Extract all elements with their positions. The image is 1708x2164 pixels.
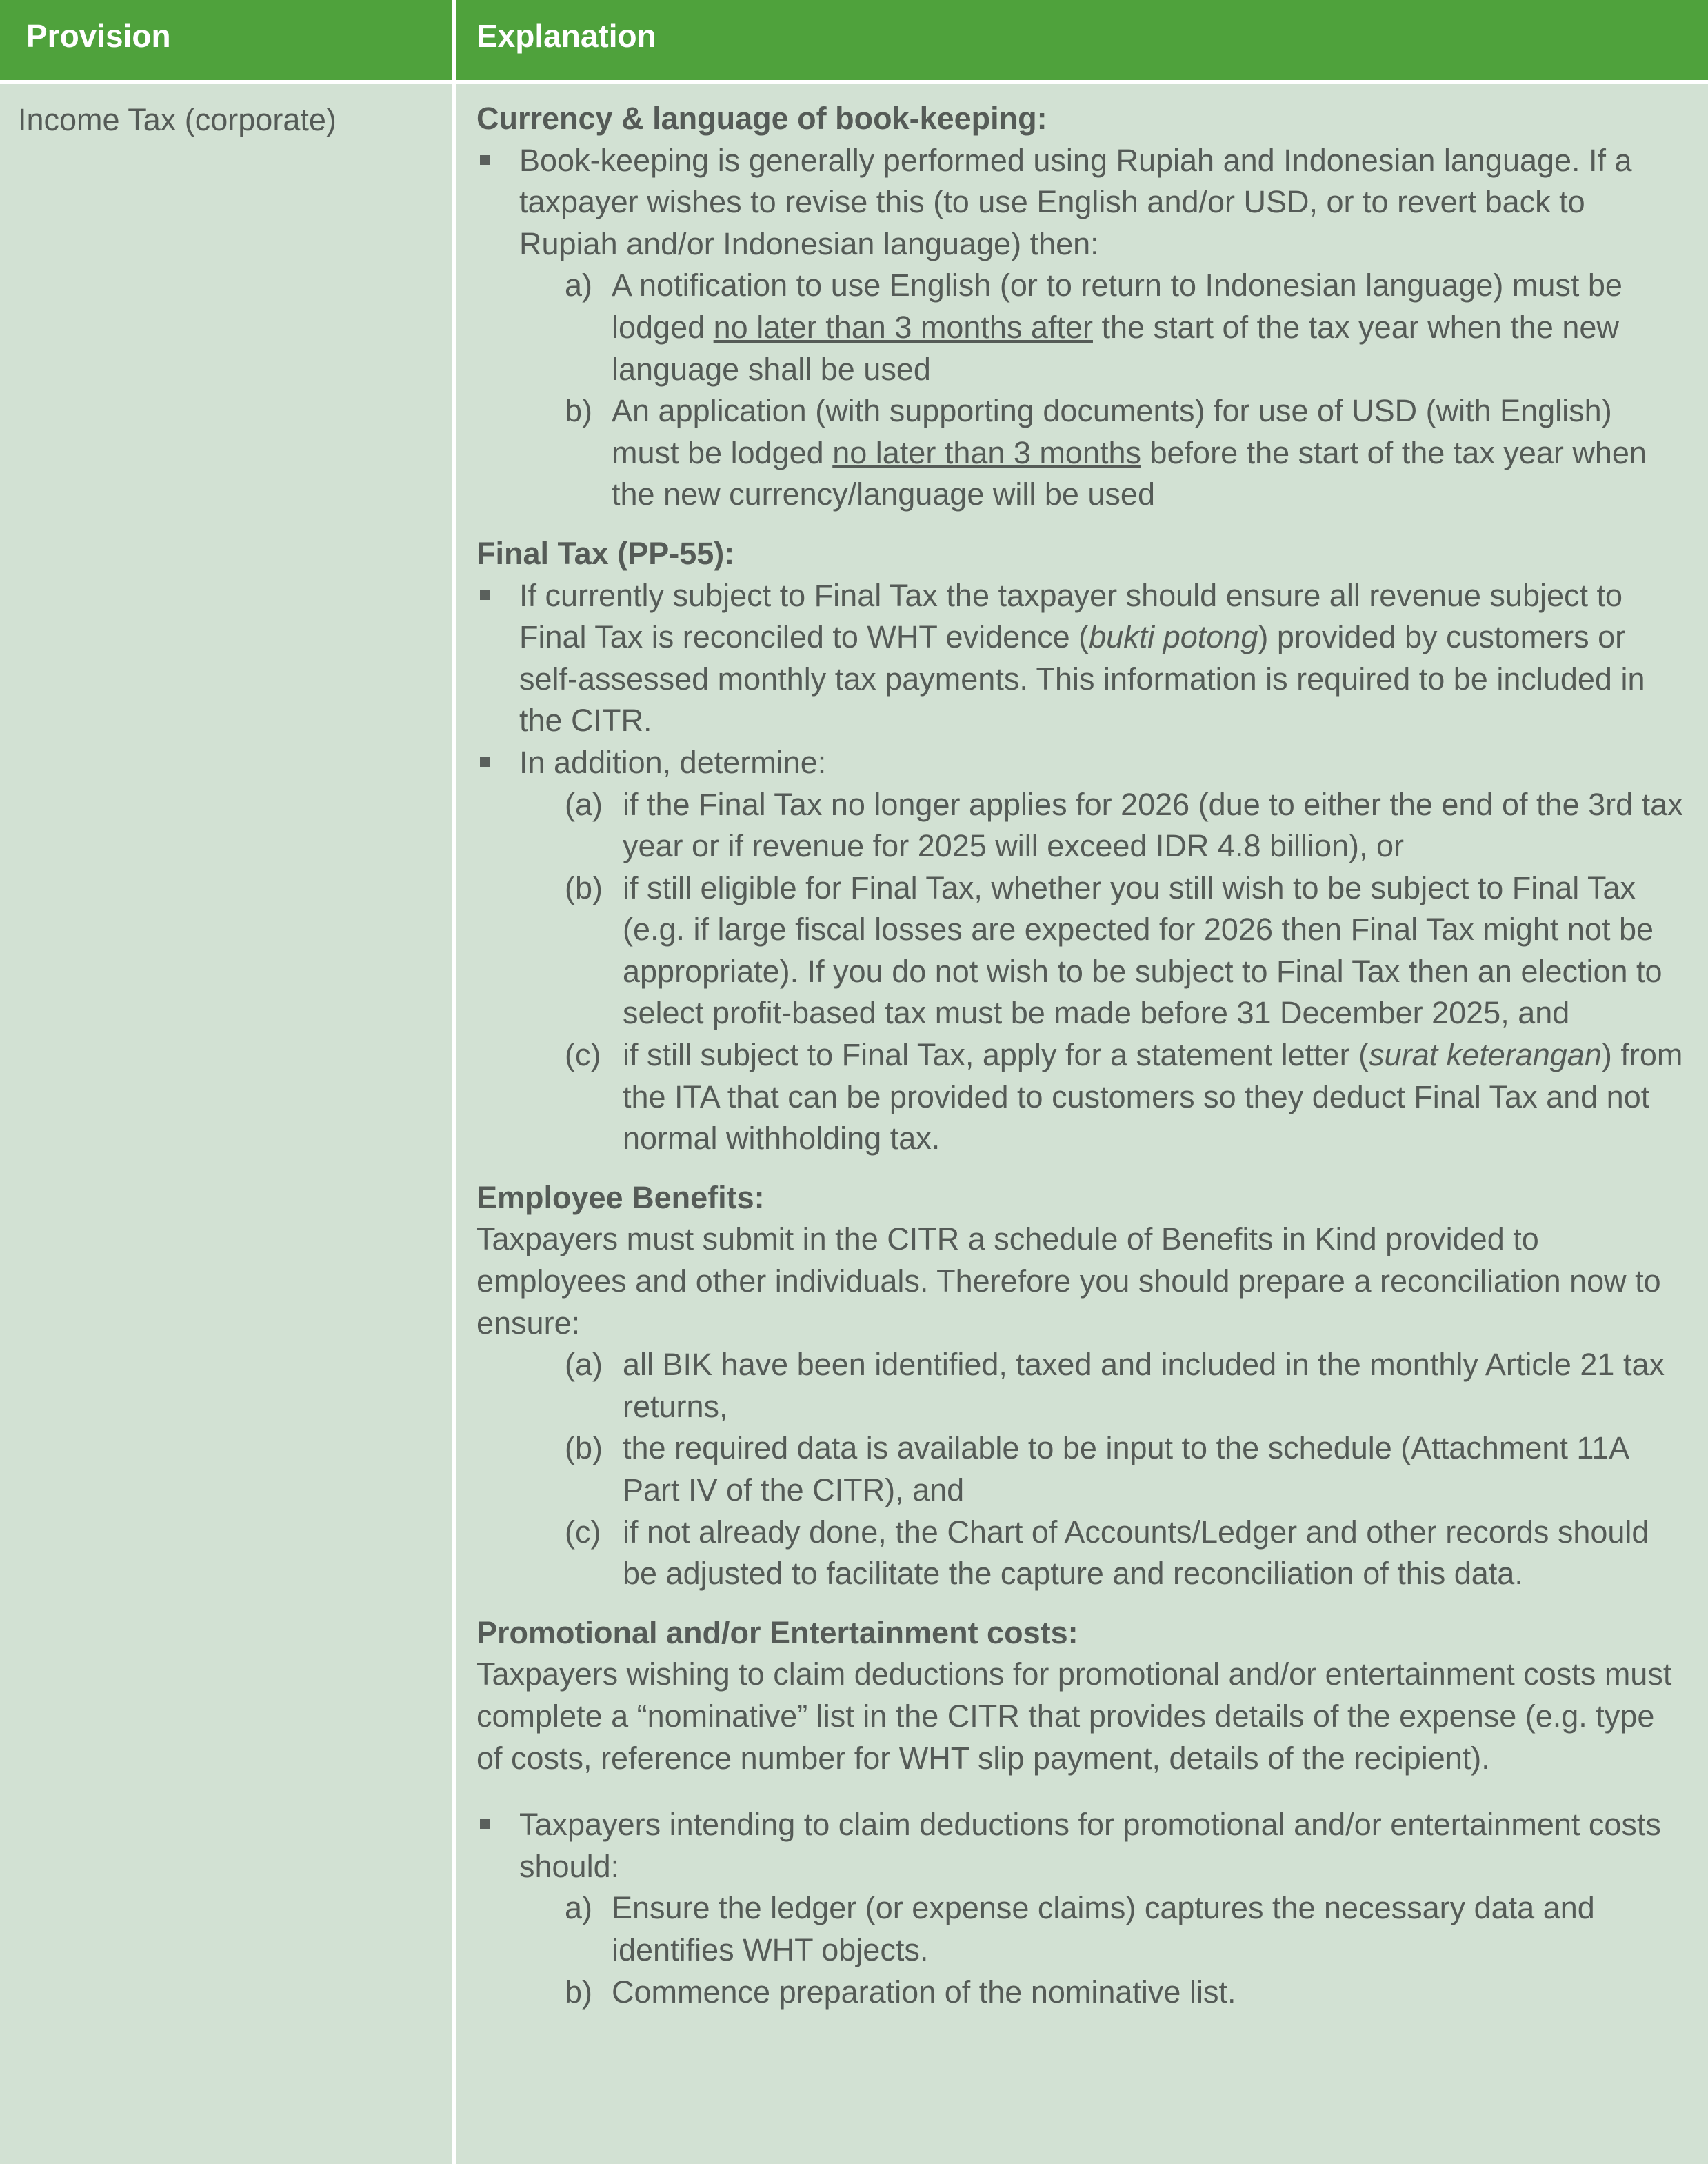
bullet-item	[476, 1804, 1687, 1887]
section-promotional	[476, 1612, 1687, 2013]
sub-item-a	[476, 1887, 1687, 1971]
sub-label: (c)	[565, 1037, 601, 1073]
bullet-text: Book-keeping is generally performed using Rupiah and Indonesian language. If a taxpayer wishes to revise this (to use English and/or USD, or to revert back to Rupiah and/or Indonesian language) then:	[519, 142, 1632, 261]
provision-text: Income Tax (corporate)	[18, 102, 336, 137]
square-bullet-icon	[480, 155, 490, 165]
section-title: Currency & language of book-keeping:	[476, 101, 1047, 136]
sub-text: if still subject to Final Tax, apply for a statement letter (surat keterangan) from the ITA that can be provided to customers so they deduct Final Tax and not normal withholding tax.	[623, 1037, 1683, 1156]
sub-item-a	[476, 265, 1687, 390]
section-text: Taxpayers must submit in the CITR a schedule of Benefits in Kind provided to employees and other individuals. Therefore you should prepare a reconciliation now to ensure:	[476, 1221, 1661, 1341]
square-bullet-icon	[480, 1819, 490, 1829]
section-currency	[476, 98, 1687, 516]
bullet-item	[476, 742, 1687, 784]
explanation-cell	[456, 84, 1708, 2164]
sub-text: the required data is available to be input to the schedule (Attachment 11A Part IV of the CITR), and	[623, 1430, 1628, 1507]
sub-text: A notification to use English (or to return to Indonesian language) must be lodged no later than 3 months after the start of the tax year when the new language shall be used	[612, 268, 1622, 387]
bullet-text: Taxpayers intending to claim deductions for promotional and/or entertainment costs should:	[519, 1807, 1661, 1884]
section-title: Employee Benefits:	[476, 1179, 765, 1215]
bullet-item	[476, 575, 1687, 742]
sub-text: if the Final Tax no longer applies for 2026 (due to either the end of the 3rd tax year or if revenue for 2025 will exceed IDR 4.8 billion), or	[623, 786, 1683, 864]
provision-cell	[0, 84, 452, 2164]
square-bullet-icon	[480, 590, 490, 600]
italic-term: surat keterangan	[1369, 1037, 1602, 1073]
sub-item-a	[476, 784, 1687, 868]
underlined-deadline: no later than 3 months after	[713, 309, 1093, 345]
section-title: Promotional and/or Entertainment costs:	[476, 1614, 1078, 1650]
sub-item-b	[476, 868, 1687, 1034]
square-bullet-icon	[480, 757, 490, 767]
sub-text: An application (with supporting documents) for use of USD (with English) must be lodged no later than 3 months before the start of the tax year when the new currency/language will be used	[612, 393, 1647, 512]
sub-label: (a)	[565, 786, 603, 822]
sub-label: (a)	[565, 1347, 603, 1383]
sub-label: a)	[565, 1890, 593, 1926]
sub-item-a	[476, 1344, 1687, 1427]
bullet-text: In addition, determine:	[519, 744, 827, 780]
bullet-text: If currently subject to Final Tax the taxpayer should ensure all revenue subject to Final Tax is reconciled to WHT evidence (bukti potong) provided by customers or self-assessed monthly tax payments. This information is required to be included in the CITR.	[519, 577, 1645, 739]
section-text: Taxpayers wishing to claim deductions for promotional and/or entertainment costs must complete a “nominative” list in the CITR that provides details of the expense (e.g. type of costs, reference number for WHT slip payment, details of the recipient).	[476, 1656, 1672, 1776]
header-provision: Provision	[0, 0, 452, 80]
underlined-deadline: no later than 3 months	[832, 434, 1141, 470]
sub-item-c	[476, 1512, 1687, 1595]
sub-label: (b)	[565, 1430, 603, 1466]
sub-item-c	[476, 1034, 1687, 1160]
section-employee-benefits	[476, 1177, 1687, 1595]
section-final-tax	[476, 533, 1687, 1160]
sub-label: (c)	[565, 1514, 601, 1550]
sub-label: (b)	[565, 870, 603, 905]
section-title: Final Tax (PP-55):	[476, 535, 735, 571]
sub-label: b)	[565, 1974, 593, 2010]
bullet-item	[476, 140, 1687, 266]
sub-text: if still eligible for Final Tax, whether you still wish to be subject to Final Tax (e.g. if large fiscal losses are expected for 2026 then Final Tax might not be appropriate). If you do not wish to be subject to Final Tax then an election to select profit-based tax must be made before 31 December 2025, and	[623, 870, 1662, 1031]
sub-item-b	[476, 1972, 1687, 2014]
sub-label: b)	[565, 393, 593, 429]
sub-text: Commence preparation of the nominative list.	[612, 1974, 1236, 2010]
sub-item-b	[476, 1427, 1687, 1511]
italic-term: bukti potong	[1089, 619, 1258, 655]
sub-label: a)	[565, 268, 593, 303]
sub-text: all BIK have been identified, taxed and included in the monthly Article 21 tax returns,	[623, 1347, 1665, 1424]
sub-item-b	[476, 390, 1687, 516]
header-explanation: Explanation	[456, 0, 1708, 80]
sub-text: if not already done, the Chart of Accounts/Ledger and other records should be adjusted to facilitate the capture and reconciliation of this data.	[623, 1514, 1649, 1592]
sub-text: Ensure the ledger (or expense claims) captures the necessary data and identifies WHT objects.	[612, 1890, 1595, 1967]
